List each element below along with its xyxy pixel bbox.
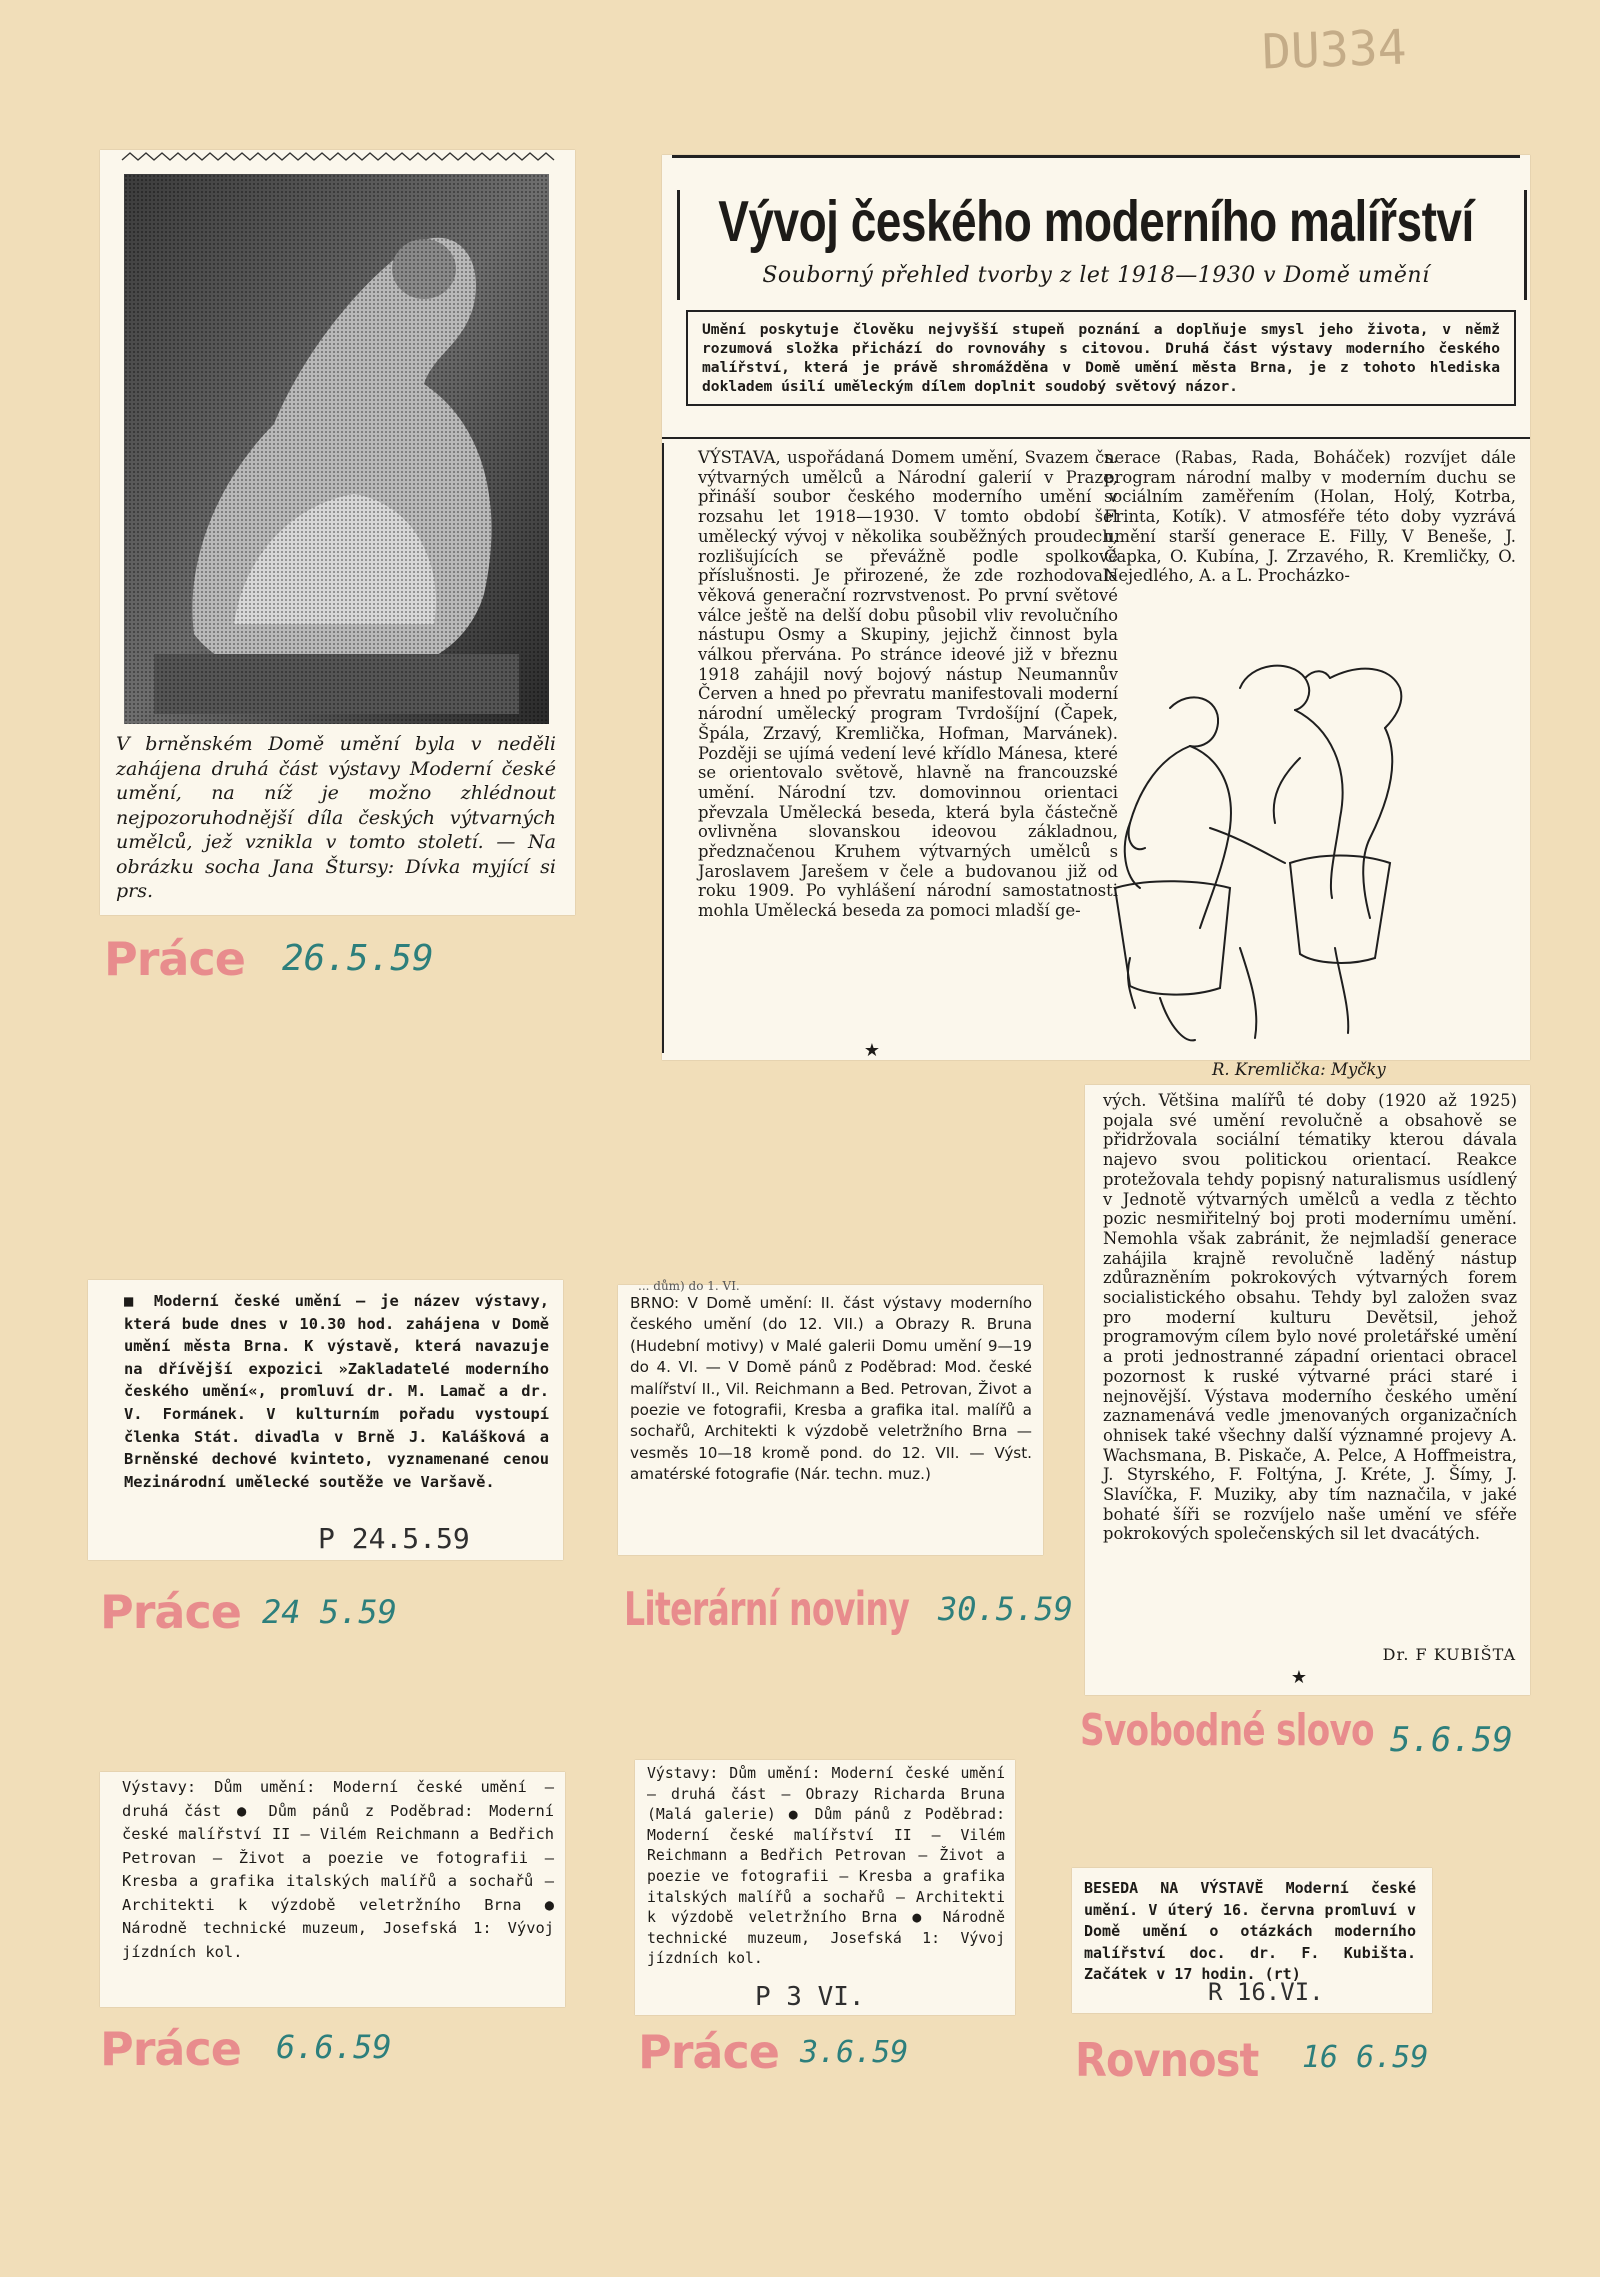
stamp-prace-1: Práce [104,932,245,986]
stamp-svobodne-slovo: Svobodné slovo [1080,1705,1374,1756]
clip-24-title: Moderní české umění [153,1292,342,1310]
article-title: Vývoj českého moderního malířství [718,188,1474,254]
date-prace-1: 26.5.59 [282,938,434,979]
pencil-note-24: P 24.5.59 [318,1522,470,1555]
sculpture-photo [124,174,549,724]
clipping-prace-24 [88,1280,563,1560]
clipping-prace-3 [635,1760,1015,2015]
pencil-note-3: P 3 VI. [755,1982,865,2012]
clip-lit-text: BRNO: V Domě umění: II. část výstavy moderního českého umění (do 12. VII.) a Obrazy R. Bruna (Hudební motivy) v Malé galerii Domu umění 9—19 do 4. VI. — V Domě pánů z Poděbrad: Mod. české malířství II., Vil. Reichmann a Bed. Petrovan, Život a poezie ve fotografii, Kresba a grafika ital. malířů a sochařů, Architekti k výzdobě veletržního Brna — vesměs 10—18 kromě pond. do 12. VII. — Výst. amatérské fotografie (Nár. techn. muz.) [630,1294,1032,1484]
archive-mark: DU334 [1261,19,1408,81]
star-separator-2: ★ [1290,1667,1308,1688]
article-author: Dr. F KUBIŠTA [1382,1645,1516,1664]
clipping-rovnost [1072,1868,1432,2013]
article-column-3: vých. Většina malířů té doby (1920 až 1925) pojala své umění revolučně a obsahově se přidržovala sociální tématiky kterou dávala najevo svou politickou orientací. Reakce protežovala tehdy popisný naturalismus usídlený v Jednotě výtvarných umělců a vedla z těchto pozic nesmiřitelný boj proti modernímu umění. Nemohla však zabránit, že nejmladší generace zahájila krajně revolučně laděný nástup zdůrazněním pokrokových výtvarných forem socialistického obsahu. Tehdy byl založen svaz pro moderní kulturu Devětsil, jehož programovým cílem bylo nové proletářské umění a proti jednostranné západní orientaci obracel pozornost k ruské výtvarné práci staré i nejnovější. Výstava moderního českého umění zaznamenává vedle jmenovaných organizačních ohnisek také všechny další významné projevy A. Wachsmana, B. Piskače, A. Pelce, A Hoffmeistra, J. Styrského, F. Foltýna, J. Kréte, J. Šímy, J. Slavíčka, F. Muziky, aby tím naznačila, v jaké bohaté šíři se rozvíjelo naše umění ve sféře pokrokových společenských sil let dvacátých. [1103,1091,1517,1544]
article-subtitle: Souborný přehled tvorby z let 1918—1930 v Domě umění [762,263,1430,288]
clip-3-text: Výstavy: Dům umění: Moderní české umění — druhá část — Obrazy Richarda Bruna (Malá galerie) ● Dům pánů z Poděbrad: Moderní české malířství II — Vilém Reichmann a Bedřich Petrovan — Život a poezie ve fotografii — Kresba a grafika italských malířů a sochařů — Architekti k výzdobě veletržního Brna ● Národně technické muzeum, Josefská 1: Vývoj jízdních kol. [647,1765,1005,1968]
stamp-prace-24: Práce [100,1585,241,1639]
stamp-prace-3: Práce [638,2025,779,2079]
bullet-square-icon: ■ [124,1292,139,1310]
stamp-literarni-noviny: Literární noviny [624,1582,910,1636]
stamp-rovnost: Rovnost [1075,2033,1259,2087]
date-prace-24: 24 5.59 [262,1593,397,1631]
clip-lit-top-fragment: ... dům) do 1. VI. [638,1279,740,1293]
pencil-note-rovnost: R 16.VI. [1208,1978,1324,2006]
article-lead: Umění poskytuje člověku nejvyšší stupeň poznání a doplňuje smysl jeho života, v němž rozumová složka přichází do rovnováhy s citovou. Druhá část výstavy moderního českého malířství, která je právě shromážděna v Domě umění města Brna, je z tohoto hlediska dokladem úsilí uměleckým dílem doplnit soudobý světový názor. [686,310,1516,406]
clip-6-text: Výstavy: Dům umění: Moderní české umění — druhá část ● Dům pánů z Poděbrad: Moderní české malířství II — Vilém Reichmann a Bedřich Petrovan — Život a poezie ve fotografii — Kresba a grafika italských malířů a sochařů — Architekti k výzdobě veletržního Brna ● Národně technické muzeum, Josefská 1: Vývoj jízdních kol. [122,1778,554,1961]
drawing-caption: R. Kremlička: Myčky [1212,1060,1386,1079]
article-column-1: VÝSTAVA, uspořádaná Domem umění, Svazem čs. výtvarných umělců a Národní galerií v Praze, přináší soubor českého moderního umění v rozsahu let 1918—1930. V tomto období šel umělecký vývoj v několika souběžných proudech, rozlišujících se převážně podle spolkové příslušnosti. Je přirozené, že zde rozhodovala věková generační rozrvstvenost. Po první světové válce ještě na delší dobu působil vliv revolučního nástupu Osmy a Skupiny, jejichž činnost byla válkou přervána. Po stránce ideové již v březnu 1918 zahájil nový bojový nástup Neumannův Červen a hned po převratu manifestovali moderní národní umělecký program Tvrdošíjní (Čapek, Špála, Zrzavý, Kremlička, Hofman, Marvánek). Později se ujímá vedení levé křídlo Mánesa, které se orientovalo světově, hlavně na francouzské umění. Národní tzv. domovinnou orientaci převzala Umělecká beseda, která byla částečně ovlivněna slovanskou ideovou základnou, předznačenou Kruhem výtvarných umělců s Jaroslavem Jarešem v čele a budovanou již od roku 1909. Po vyhlášení národní samostatnosti mohla Umělecká beseda za pomoci mladší ge- [698,448,1118,921]
clip-rovnost-text: BESEDA NA VÝSTAVĚ Moderní české umění. V úterý 16. června promluví v Domě umění o otázkách moderního malířství doc. dr. F. Kubišta. Začátek v 17 hodin. (rt) [1084,1879,1416,1983]
star-separator-1: ★ [863,1040,881,1061]
kremlicka-drawing [1100,648,1430,1043]
photo-clipping [100,150,575,915]
date-prace-6: 6.6.59 [276,2028,392,2066]
clipping-prace-6 [100,1772,565,2007]
photo-caption: V brněnském Domě umění byla v neděli zahájena druhá část výstavy Moderní české umění, na níž je možno zhlédnout nejpozoruhodnější díla českých výtvarných umělců, jež vznikla v tomto století. — Na obrázku socha Jana Štursy: Dívka myjící si prs. [116,733,556,902]
clip-24-text: — je název výstavy, která bude dnes v 10.30 hod. zahájena v Domě umění města Brna. K výstavě, která navazuje na dřívější expozici »Zakladatelé moderního českého umění«, promluví dr. M. Lamač a dr. V. Formánek. V kulturním pořadu vystoupí členka Stát. divadla v Brně J. Kalášková a Brněnské dechové kvinteto, vyznamenané cenou Mezinárodní umělecké soutěže ve Varšavě. [124,1292,549,1491]
date-rovnost: 16 6.59 [1302,2040,1429,2075]
date-literarni-noviny: 30.5.59 [938,1590,1073,1628]
date-prace-3: 3.6.59 [800,2035,909,2070]
article-column-2: nerace (Rabas, Rada, Boháček) rozvíjet dále program národní malby v moderním duchu se sociálním zaměřením (Holan, Holý, Kotrba, Frinta, Kotík). V atmosféře této doby vyzrává umění starší generace E. Filly, V Beneše, J. Čapka, O. Kubína, J. Zrzavého, R. Kremličky, O. Nejedlého, A. a L. Procházko- [1104,448,1516,586]
clipping-literarni-noviny [618,1279,1043,1555]
zigzag-edge [100,150,575,164]
stamp-prace-6: Práce [100,2022,241,2076]
date-svobodne-slovo: 5.6.59 [1390,1720,1513,1760]
article-continuation-clipping [1085,1085,1530,1695]
